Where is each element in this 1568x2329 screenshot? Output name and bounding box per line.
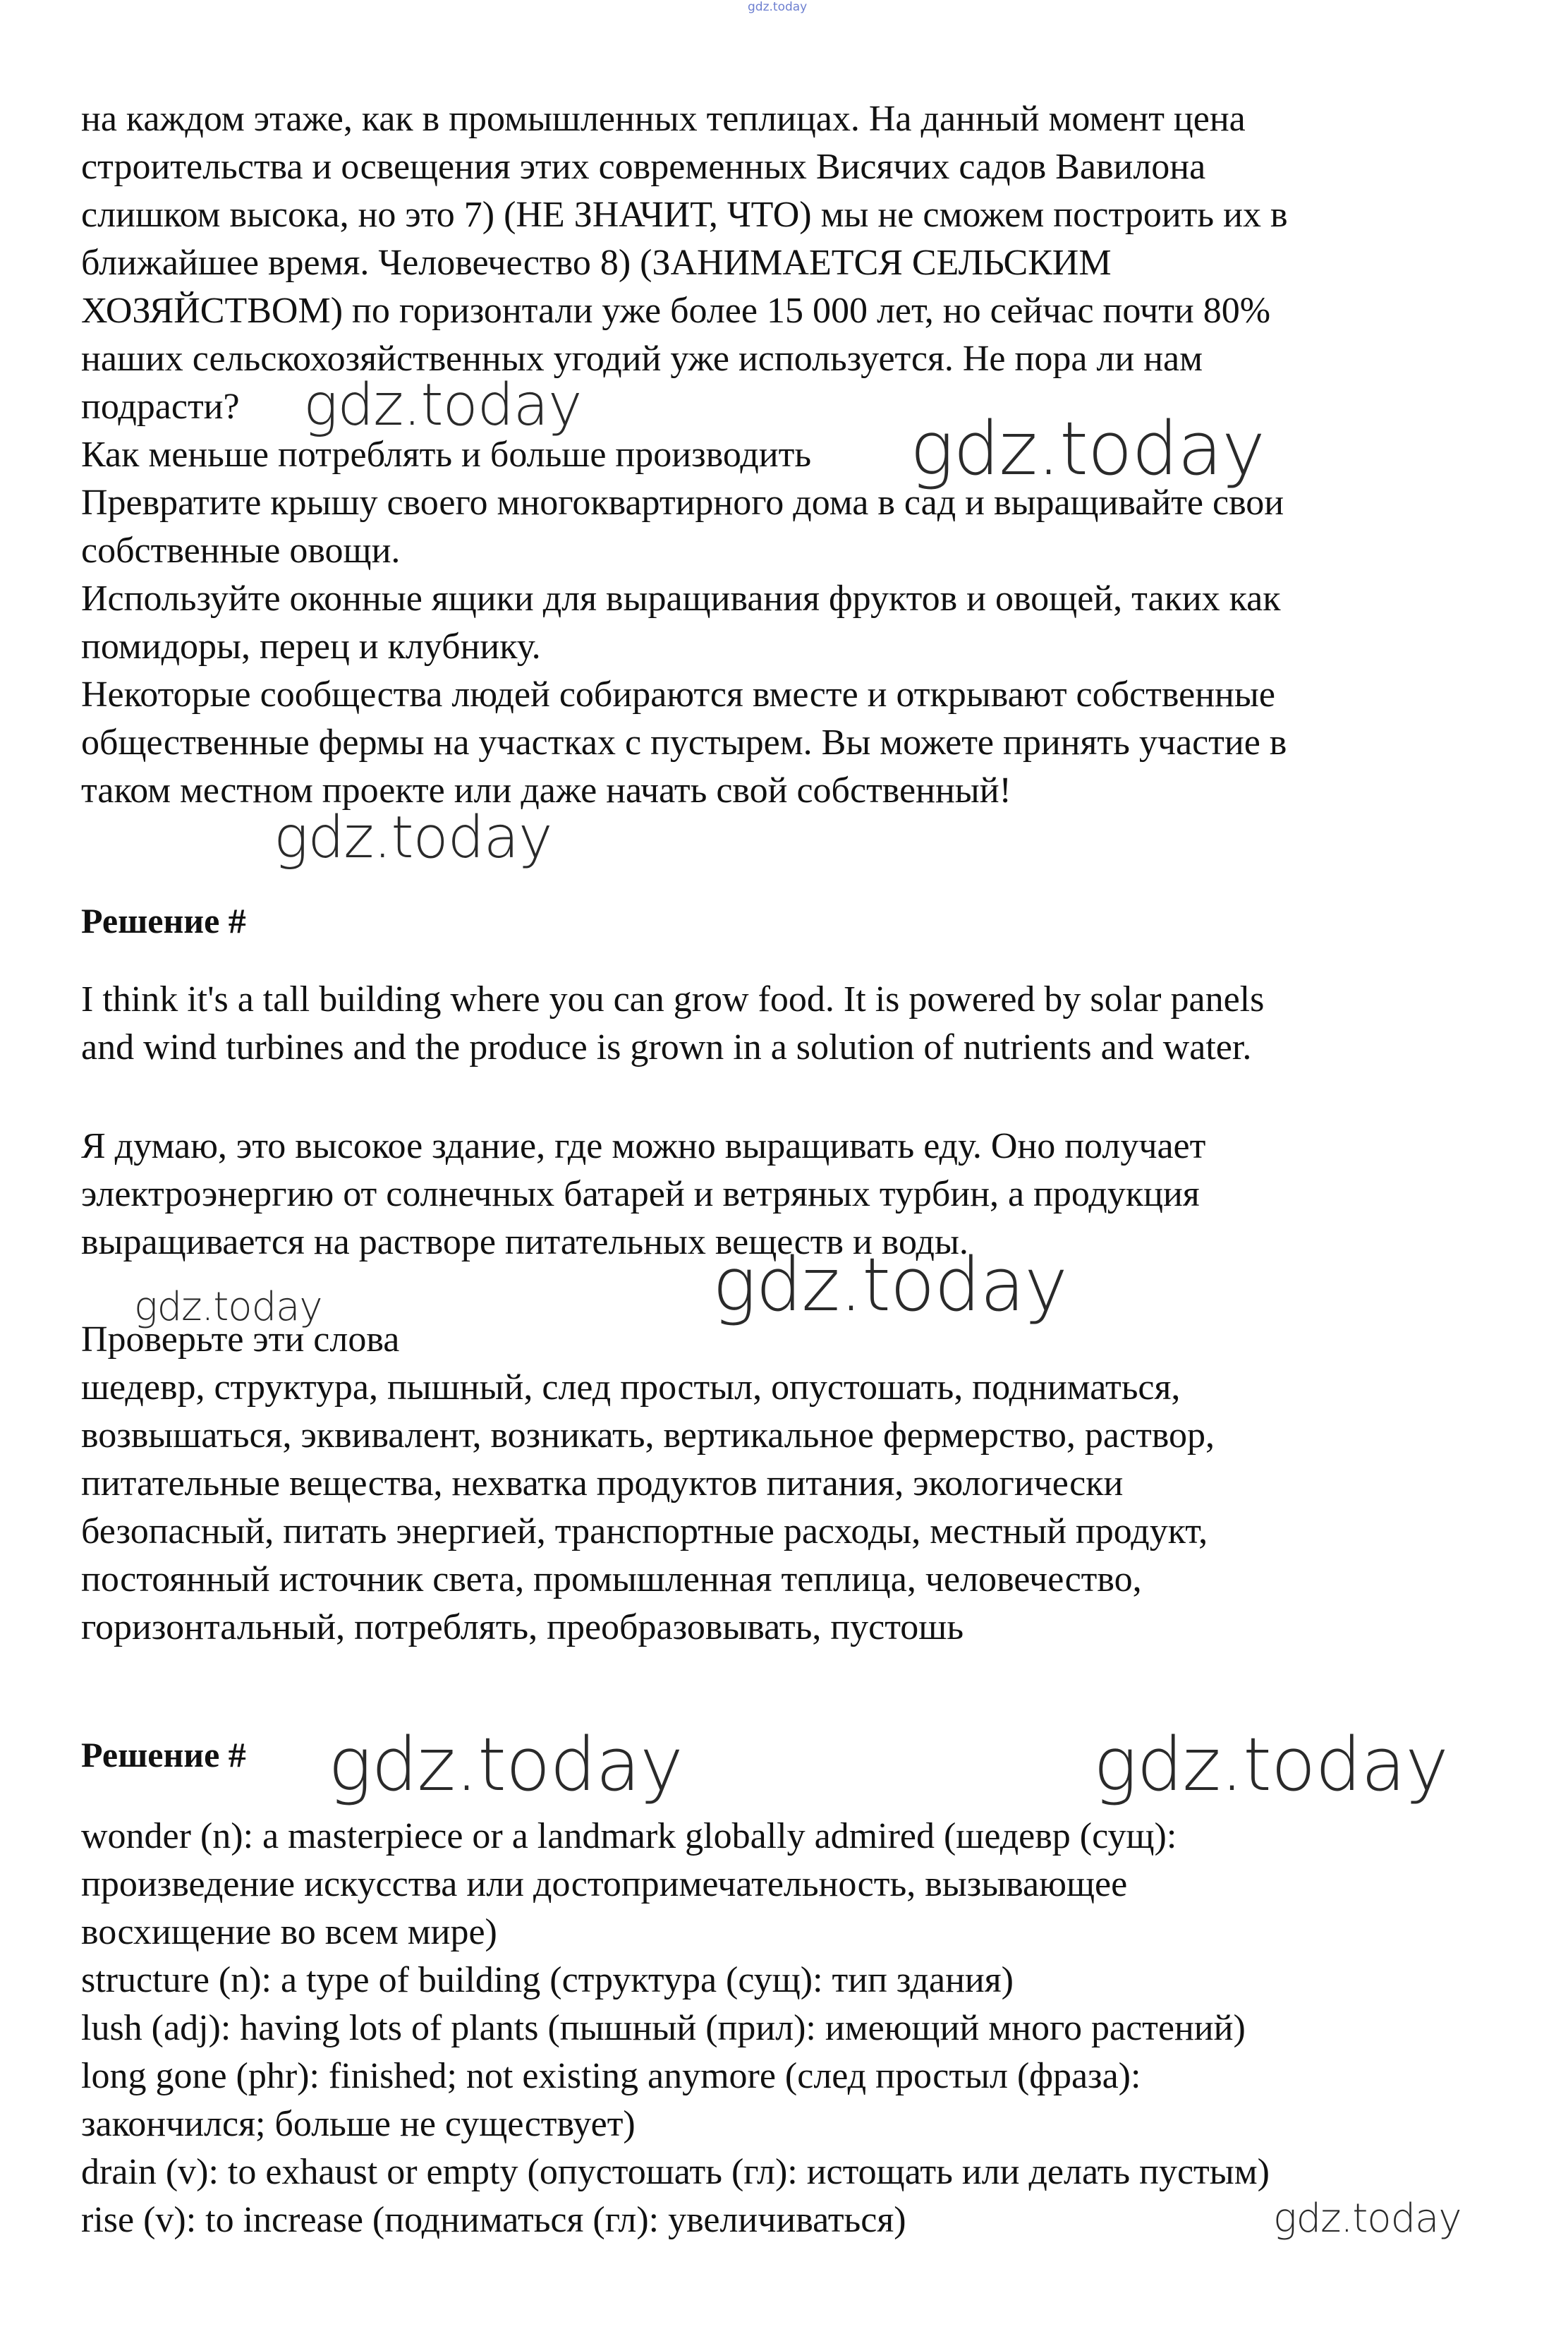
definition-line: lush (adj): having lots of plants (пышный (прил): имеющий много растений) xyxy=(81,2008,1246,2048)
text-line: общественные фермы на участках с пустырем. Вы можете принять участие в xyxy=(81,722,1287,763)
text-line: подрасти? xyxy=(81,387,240,427)
text-line: слишком высока, но это 7) (НЕ ЗНАЧИТ, ЧТО) мы не сможем построить их в xyxy=(81,195,1288,235)
text-line: возвышаться, эквивалент, возникать, вертикальное фермерство, раствор, xyxy=(81,1415,1215,1456)
definition-line: закончился; больше не существует) xyxy=(81,2104,636,2144)
watermark: gdz.today xyxy=(1273,2196,1461,2242)
check-words-title: Проверьте эти слова xyxy=(81,1319,400,1360)
watermark: gdz.today xyxy=(328,1722,683,1808)
text-line: and wind turbines and the produce is grown in a solution of nutrients and water. xyxy=(81,1027,1252,1067)
text-line: помидоры, перец и клубнику. xyxy=(81,627,541,667)
watermark: gdz.today xyxy=(134,1284,322,1330)
definition-line: structure (n): a type of building (структура (сущ): тип здания) xyxy=(81,1960,1014,2000)
text-line: электроэнергию от солнечных батарей и ветряных турбин, а продукция xyxy=(81,1174,1200,1214)
text-line: шедевр, структура, пышный, след простыл, опустошать, подниматься, xyxy=(81,1367,1181,1408)
top-watermark: gdz.today xyxy=(748,0,808,14)
definition-line: long gone (phr): finished; not existing anymore (след простыл (фраза): xyxy=(81,2056,1141,2096)
text-line: выращивается на растворе питательных веществ и воды. xyxy=(81,1222,968,1262)
definition-line: восхищение во всем мире) xyxy=(81,1912,497,1952)
text-line: Превратите крышу своего многоквартирного дома в сад и выращивайте свои xyxy=(81,483,1284,523)
text-line: горизонтальный, потреблять, преобразовывать, пустошь xyxy=(81,1607,964,1647)
definition-line: произведение искусства или достопримечательность, вызывающее xyxy=(81,1864,1128,1904)
text-line: питательные вещества, нехватка продуктов питания, экологически xyxy=(81,1463,1124,1504)
definition-line: drain (v): to exhaust or empty (опустошать (гл): истощать или делать пустым) xyxy=(81,2152,1270,2192)
text-line: собственные овощи. xyxy=(81,531,401,571)
text-line: I think it's a tall building where you can grow food. It is powered by solar panels xyxy=(81,979,1265,1020)
text-line: на каждом этаже, как в промышленных теплицах. На данный момент цена xyxy=(81,99,1246,139)
definition-line: wonder (n): a masterpiece or a landmark globally admired (шедевр (сущ): xyxy=(81,1816,1177,1856)
text-line: ближайшее время. Человечество 8) (ЗАНИМАЕТСЯ СЕЛЬСКИМ xyxy=(81,243,1112,283)
watermark: gdz.today xyxy=(712,1242,1067,1328)
watermark: gdz.today xyxy=(303,372,582,439)
definition-line: rise (v): to increase (подниматься (гл): увеличиваться) xyxy=(81,2200,906,2240)
text-line: безопасный, питать энергией, транспортные расходы, местный продукт, xyxy=(81,1511,1208,1551)
watermark: gdz.today xyxy=(910,406,1265,492)
text-line: таком местном проекте или даже начать свой собственный! xyxy=(81,770,1011,811)
text-line: Я думаю, это высокое здание, где можно выращивать еду. Оно получает xyxy=(81,1126,1206,1166)
text-line: строительства и освещения этих современных Висячих садов Вавилона xyxy=(81,147,1206,187)
watermark: gdz.today xyxy=(274,804,552,871)
watermark: gdz.today xyxy=(1093,1722,1448,1808)
text-line: Используйте оконные ящики для выращивания фруктов и овощей, таких как xyxy=(81,579,1281,619)
text-line: наших сельскохозяйственных угодий уже используется. Не пора ли нам xyxy=(81,339,1203,379)
text-line: ХОЗЯЙСТВОМ) по горизонтали уже более 15 000 лет, но сейчас почти 80% xyxy=(81,291,1271,331)
text-line: Как меньше потреблять и больше производить xyxy=(81,435,812,475)
text-line: постоянный источник света, промышленная теплица, человечество, xyxy=(81,1559,1142,1599)
solution-heading: Решение # xyxy=(81,1735,246,1774)
text-line: Некоторые сообщества людей собираются вместе и открывают собственные xyxy=(81,674,1275,715)
solution-heading: Решение # xyxy=(81,901,246,940)
